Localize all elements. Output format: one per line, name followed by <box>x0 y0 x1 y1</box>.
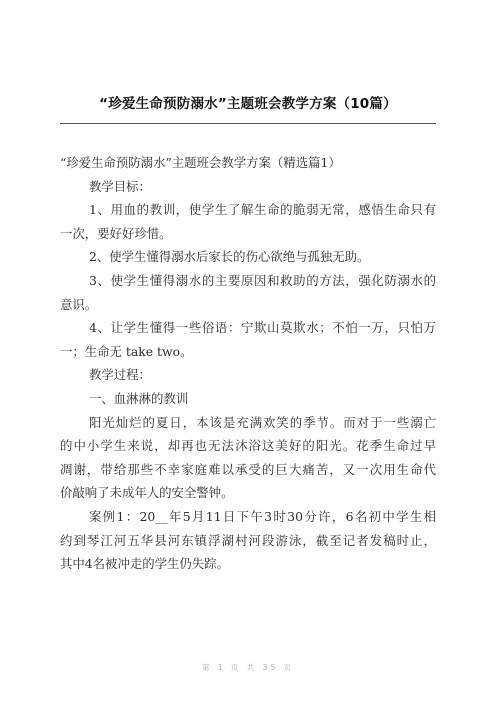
paragraph-line: 教学目标： <box>89 178 151 194</box>
paragraph-line: 2、使学生懂得溺水后家长的伤心欲绝与孤独无助。 <box>89 249 370 265</box>
paragraph-line: 约到琴江河五华县河东镇浮湖村河段游泳，截至记者发稿时止， <box>60 532 436 548</box>
paragraph-line: 3、使学生懂得溺水的主要原因和救助的方法，强化防溺水的 <box>89 272 436 288</box>
paragraph-line: 教学过程： <box>89 367 151 383</box>
paragraph-line: 一次，要好好珍惜。 <box>60 225 172 241</box>
paragraph-line: 一、血淋淋的教训 <box>89 390 189 406</box>
paragraph-line: 的中小学生来说，却再也无法沐浴这美好的阳光。花季生命过早 <box>60 438 436 454</box>
paragraph-line: 案例1：20__年5月11日下午3时30分许，6名初中学生相 <box>89 508 436 524</box>
page-footer: 第 1 页 共 35 页 <box>201 663 295 672</box>
paragraph-line: 其中4名被冲走的学生仍失踪。 <box>60 556 229 572</box>
paragraph-line: 4、让学生懂得一些俗语：宁欺山莫欺水；不怕一万，只怕万 <box>89 320 436 336</box>
paragraph-line: 1、用血的教训，使学生了解生命的脆弱无常，感悟生命只有 <box>89 202 436 218</box>
document-body <box>60 151 436 576</box>
paragraph-line: 阳光灿烂的夏日，本该是充满欢笑的季节。而对于一些溺亡 <box>89 414 436 430</box>
paragraph-line: 价敲响了未成年人的安全警钟。 <box>60 485 234 501</box>
paragraph-line: 意识。 <box>60 296 98 312</box>
paragraph-line: 凋谢，带给那些不幸家庭难以承受的巨大痛苦，又一次用生命代 <box>60 461 436 477</box>
paragraph-line: 一；生命无 take two。 <box>60 343 193 359</box>
document-title: “珍爱生命预防溺水”主题班会教学方案（10篇） <box>99 96 397 112</box>
section-heading: “珍爱生命预防溺水”主题班会教学方案（精选篇1） <box>60 155 341 170</box>
title-divider <box>60 123 436 124</box>
